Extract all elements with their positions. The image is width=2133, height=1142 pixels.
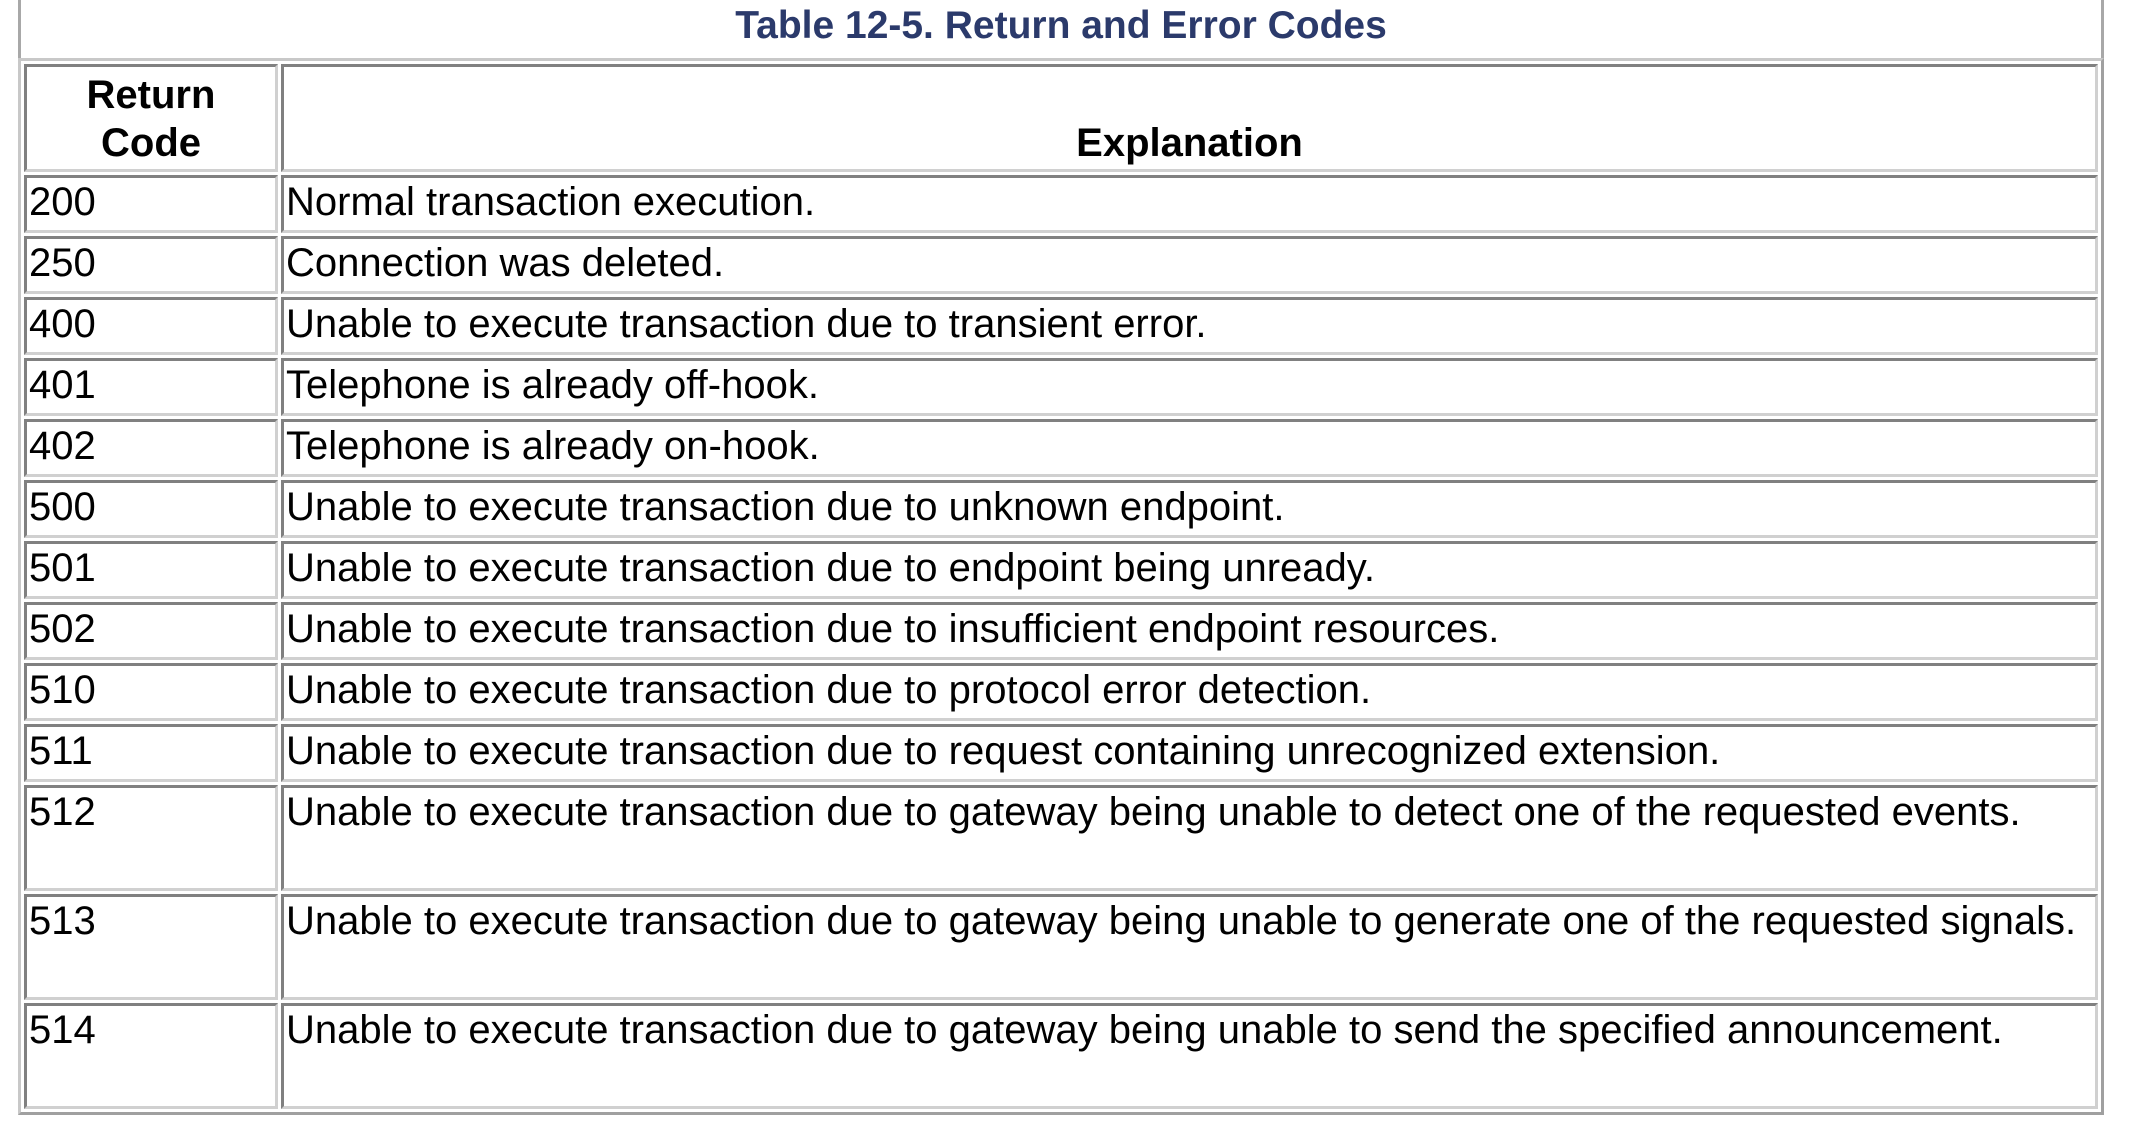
return-code-cell: 500 bbox=[24, 480, 278, 538]
table-row bbox=[24, 602, 2098, 660]
return-code-cell: 511 bbox=[24, 724, 278, 782]
table-row bbox=[24, 785, 2098, 891]
table-row bbox=[24, 480, 2098, 538]
return-code-cell: 401 bbox=[24, 358, 278, 416]
return-codes-table-wrapper bbox=[18, 0, 2104, 1115]
return-code-cell: 512 bbox=[24, 785, 278, 891]
table-row bbox=[24, 724, 2098, 782]
explanation-cell: Normal transaction execution. bbox=[281, 175, 2098, 233]
return-codes-table bbox=[18, 58, 2104, 1115]
table-row bbox=[24, 541, 2098, 599]
explanation-cell: Unable to execute transaction due to request containing unrecognized extension. bbox=[281, 724, 2098, 782]
header-return-code-line2: Code bbox=[101, 121, 201, 165]
return-code-cell: 200 bbox=[24, 175, 278, 233]
explanation-cell: Unable to execute transaction due to unknown endpoint. bbox=[281, 480, 2098, 538]
return-code-cell: 510 bbox=[24, 663, 278, 721]
table-row bbox=[24, 663, 2098, 721]
table-row bbox=[24, 358, 2098, 416]
table-row bbox=[24, 419, 2098, 477]
header-return-code bbox=[24, 64, 278, 172]
return-code-cell: 501 bbox=[24, 541, 278, 599]
return-code-cell: 250 bbox=[24, 236, 278, 294]
explanation-cell: Unable to execute transaction due to gateway being unable to detect one of the requested events. bbox=[281, 785, 2098, 891]
explanation-cell: Connection was deleted. bbox=[281, 236, 2098, 294]
explanation-cell: Telephone is already off-hook. bbox=[281, 358, 2098, 416]
return-code-cell: 514 bbox=[24, 1003, 278, 1109]
return-code-cell: 400 bbox=[24, 297, 278, 355]
explanation-cell: Unable to execute transaction due to endpoint being unready. bbox=[281, 541, 2098, 599]
explanation-cell: Unable to execute transaction due to protocol error detection. bbox=[281, 663, 2098, 721]
table-row bbox=[24, 1003, 2098, 1109]
return-code-cell: 513 bbox=[24, 894, 278, 1000]
header-return-code-line1: Return bbox=[86, 73, 216, 117]
return-code-cell: 402 bbox=[24, 419, 278, 477]
explanation-cell: Unable to execute transaction due to transient error. bbox=[281, 297, 2098, 355]
explanation-cell: Unable to execute transaction due to gateway being unable to send the specified announcement. bbox=[281, 1003, 2098, 1109]
table-row bbox=[24, 894, 2098, 1000]
return-code-cell: 502 bbox=[24, 602, 278, 660]
table-caption: Table 12-5. Return and Error Codes bbox=[18, 0, 2104, 58]
explanation-cell: Unable to execute transaction due to gateway being unable to generate one of the requested signals. bbox=[281, 894, 2098, 1000]
table-row bbox=[24, 236, 2098, 294]
explanation-cell: Unable to execute transaction due to insufficient endpoint resources. bbox=[281, 602, 2098, 660]
table-row bbox=[24, 175, 2098, 233]
header-explanation: Explanation bbox=[281, 64, 2098, 172]
explanation-cell: Telephone is already on-hook. bbox=[281, 419, 2098, 477]
header-row bbox=[24, 64, 2098, 172]
table-row bbox=[24, 297, 2098, 355]
